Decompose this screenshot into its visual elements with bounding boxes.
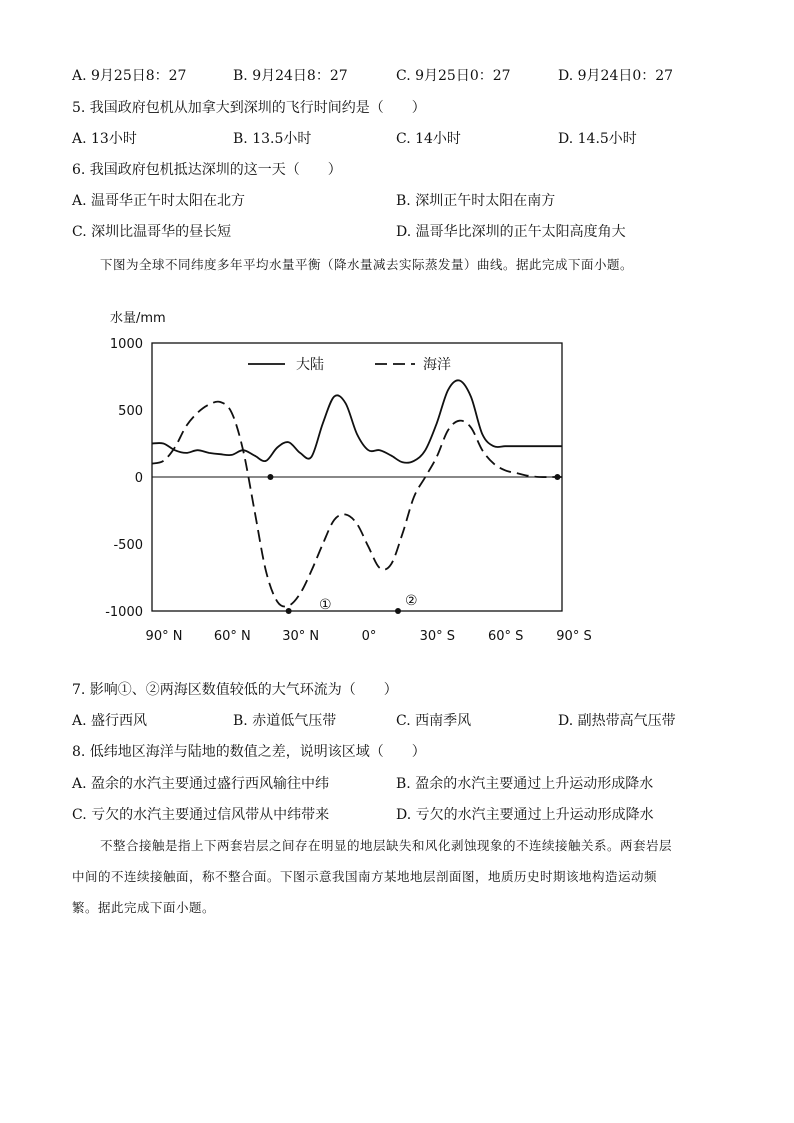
q6-option-b: B. 深圳正午时太阳在南方 (396, 193, 556, 209)
intro2-line-1: 不整合接触是指上下两套岩层之间存在明显的地层缺失和风化剥蚀现象的不连续接触关系。两套岩层 (100, 838, 673, 853)
legend-label-land: 大陆 (296, 357, 324, 373)
q5-option-c: C. 14小时 (396, 131, 461, 147)
legend (248, 356, 451, 373)
series-line-land (152, 380, 562, 462)
q4-option-b: B. 9月24日8：27 (233, 68, 348, 84)
q4-option-c: C. 9月25日0：27 (396, 68, 511, 84)
legend-label-ocean: 海洋 (423, 357, 451, 373)
y-tick-label: -1000 (105, 605, 143, 620)
q7-option-d: D. 副热带高气压带 (558, 713, 676, 729)
x-tick-label: 30° S (419, 629, 456, 644)
chart-point (554, 474, 560, 480)
intro2-line-3: 繁。据此完成下面小题。 (72, 900, 216, 915)
chart-point (395, 608, 401, 614)
y-tick-label: 500 (118, 404, 143, 419)
chart-point (267, 474, 273, 480)
x-tick-label: 90° S (556, 629, 592, 644)
y-axis-label: 水量/mm (110, 311, 166, 326)
q8-stem: 8. 低纬地区海洋与陆地的数值之差，说明该区域（ ） (72, 744, 426, 760)
q4-option-a: A. 9月25日8：27 (72, 68, 187, 84)
q7-option-b: B. 赤道低气压带 (233, 713, 337, 729)
q8-option-c: C. 亏欠的水汽主要通过信风带从中纬带来 (72, 807, 330, 823)
y-tick-label: -500 (113, 538, 143, 553)
x-tick-label: 90° N (145, 629, 183, 644)
q6-option-d: D. 温哥华比深圳的正午太阳高度角大 (396, 224, 626, 240)
q7-option-a: A. 盛行西风 (72, 713, 148, 729)
q6-stem: 6. 我国政府包机抵达深圳的这一天（ ） (72, 162, 342, 178)
q7-stem: 7. 影响①、②两海区数值较低的大气环流为（ ） (72, 682, 398, 698)
q5-option-d: D. 14.5小时 (558, 131, 637, 147)
x-tick-label: 30° N (282, 629, 320, 644)
q6-option-c: C. 深圳比温哥华的昼长短 (72, 224, 232, 240)
q5-stem: 5. 我国政府包机从加拿大到深圳的飞行时间约是（ ） (72, 100, 426, 116)
intro2-line-2: 中间的不连续接触面，称不整合面。下图示意我国南方某地地层剖面图，地质历史时期该地构造运动频 (72, 869, 658, 884)
chart-intro: 下图为全球不同纬度多年平均水量平衡（降水量减去实际蒸发量）曲线。据此完成下面小题。 (100, 257, 634, 272)
water-balance-chart (100, 300, 600, 652)
q5-option-b: B. 13.5小时 (233, 131, 312, 147)
y-tick-label: 1000 (109, 337, 143, 352)
q5-option-a: A. 13小时 (72, 131, 137, 147)
marker-2-label: ② (405, 593, 418, 609)
x-tick-label: 60° S (487, 629, 524, 644)
q6-option-a: A. 温哥华正午时太阳在北方 (72, 193, 246, 209)
q4-option-d: D. 9月24日0：27 (558, 68, 674, 84)
q8-option-d: D. 亏欠的水汽主要通过上升运动形成降水 (396, 807, 654, 823)
marker-1-label: ① (319, 597, 332, 613)
y-tick-label: 0 (134, 471, 143, 486)
q7-option-c: C. 西南季风 (396, 713, 472, 729)
x-tick-label: 60° N (213, 629, 251, 644)
q8-option-b: B. 盈余的水汽主要通过上升运动形成降水 (396, 776, 654, 792)
x-tick-label: 0° (361, 629, 377, 644)
chart-point (286, 608, 292, 614)
q8-option-a: A. 盈余的水汽主要通过盛行西风输往中纬 (72, 776, 330, 792)
